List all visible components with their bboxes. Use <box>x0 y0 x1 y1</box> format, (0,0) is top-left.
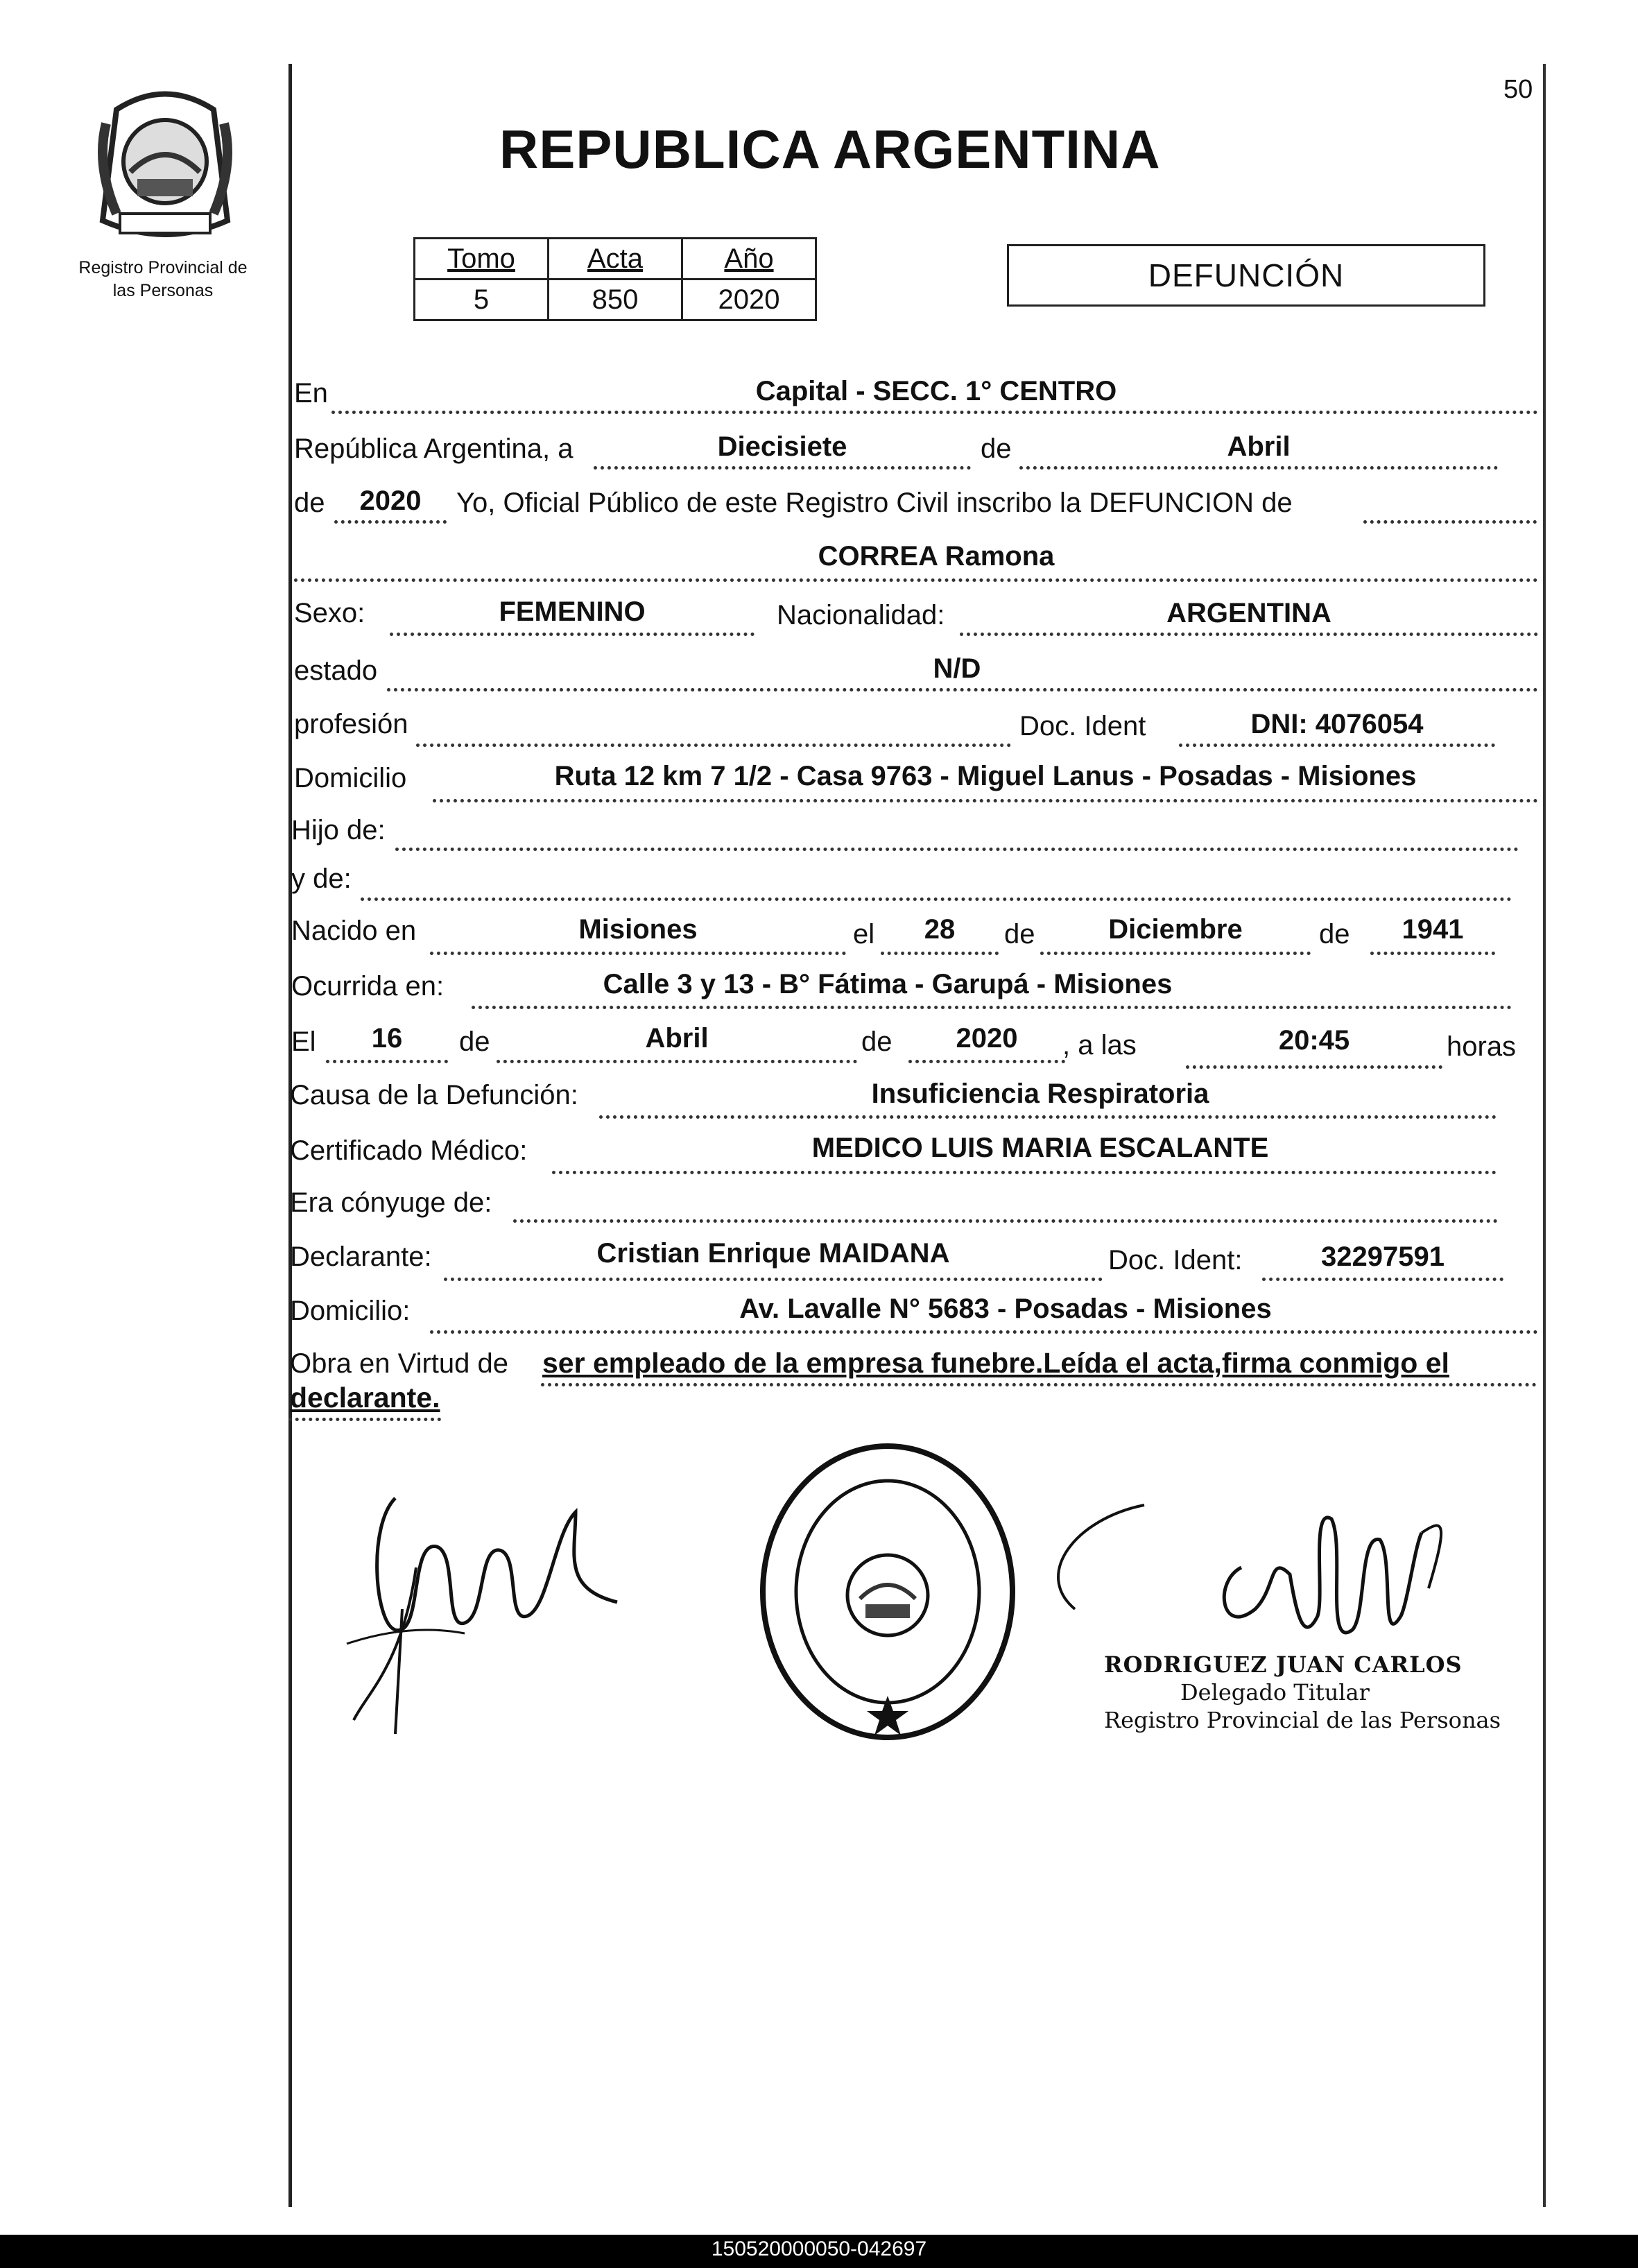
month-line <box>1019 466 1498 470</box>
record-type-box: DEFUNCIÓN <box>1007 244 1485 307</box>
death-year-value: 2020 <box>956 1023 1018 1054</box>
birth-day-value: 28 <box>924 914 956 945</box>
sexo-line <box>390 633 755 636</box>
document-title: REPUBLICA ARGENTINA <box>499 119 1161 180</box>
ocurrida-label: Ocurrida en: <box>291 971 445 1002</box>
domicilio2-line <box>430 1330 1538 1334</box>
obra-label: Obra en Virtud de <box>290 1348 509 1379</box>
registry-label-line2: las Personas <box>112 281 214 300</box>
birth-month-line <box>1040 952 1311 955</box>
de-label-6: de <box>861 1026 893 1057</box>
en-label: En <box>294 378 328 409</box>
sexo-label: Sexo: <box>294 598 365 628</box>
deceased-name-value: CORREA Ramona <box>818 541 1055 572</box>
nacionalidad-value: ARGENTINA <box>1166 598 1331 628</box>
official-office: Registro Provincial de las Personas <box>1104 1707 1501 1733</box>
official-title: Delegado Titular <box>1180 1679 1370 1706</box>
conyuge-label: Era cónyuge de: <box>290 1187 492 1218</box>
domicilio-label: Domicilio <box>294 763 407 793</box>
birth-day-line <box>881 952 999 955</box>
ref-value-acta: 850 <box>549 280 682 320</box>
day-words-line <box>594 466 971 470</box>
province-logo <box>89 82 241 241</box>
declarante-line <box>444 1278 1103 1281</box>
de-label-1: de <box>981 433 1012 464</box>
domicilio2-value: Av. Lavalle N° 5683 - Posadas - Misiones <box>739 1294 1272 1324</box>
birth-year-line <box>1370 952 1495 955</box>
ref-value-anio: 2020 <box>682 280 816 320</box>
deceased-name-line <box>294 578 1538 582</box>
y-de-line <box>361 897 1512 901</box>
official-name: RODRIGUEZ JUAN CARLOS <box>1104 1651 1463 1678</box>
month-value: Abril <box>1227 431 1291 462</box>
registry-label-line1: Registro Provincial de <box>78 258 248 277</box>
official-block <box>1104 1651 1501 1734</box>
death-month-line <box>497 1060 857 1063</box>
hijo-de-label: Hijo de: <box>291 815 386 845</box>
registry-label <box>49 257 277 302</box>
ref-header-tomo: Tomo <box>415 239 549 280</box>
footer-code: 150520000050-042697 <box>711 2237 927 2260</box>
doc-ident-line <box>1179 744 1495 747</box>
doc-ident-value: DNI: 4076054 <box>1250 709 1424 739</box>
obra-line-2 <box>288 1418 441 1421</box>
en-value: Capital - SECC. 1° CENTRO <box>755 376 1117 406</box>
sexo-value: FEMENINO <box>499 596 646 627</box>
profesion-label: profesión <box>294 709 408 739</box>
inscribo-text: Yo, Oficial Público de este Registro Civil inscribo la DEFUNCION de <box>456 488 1293 518</box>
conyuge-line <box>513 1219 1498 1223</box>
certificado-label: Certificado Médico: <box>290 1135 528 1166</box>
profesion-line <box>416 744 1011 747</box>
declarante-doc-line <box>1262 1278 1503 1281</box>
birth-year-value: 1941 <box>1402 914 1464 945</box>
hijo-de-line <box>395 848 1519 851</box>
de-label-2: de <box>294 488 325 518</box>
year-value: 2020 <box>359 486 422 516</box>
nacido-value: Misiones <box>578 914 698 945</box>
declarante-doc-value: 32297591 <box>1321 1242 1445 1272</box>
certificado-line <box>552 1171 1497 1174</box>
page-number: 50 <box>1503 75 1533 104</box>
certificado-value: MEDICO LUIS MARIA ESCALANTE <box>811 1133 1269 1163</box>
obra-value-line2: declarante. <box>290 1382 440 1414</box>
horas-label: horas <box>1447 1031 1517 1062</box>
obra-value-line1: ser empleado de la empresa funebre.Leída el acta,firma conmigo el <box>542 1347 1449 1379</box>
ref-value-tomo: 5 <box>415 280 549 320</box>
right-margin-rule <box>1543 64 1546 2207</box>
death-day-line <box>326 1060 448 1063</box>
day-words-value: Diecisiete <box>717 431 847 462</box>
official-stamp <box>756 1439 1019 1744</box>
declarante-doc-label: Doc. Ident: <box>1108 1245 1243 1275</box>
domicilio-line <box>433 799 1538 802</box>
estado-line <box>387 688 1538 691</box>
ref-header-anio: Año <box>682 239 816 280</box>
declarante-value: Cristian Enrique MAIDANA <box>596 1238 950 1269</box>
de-label-3: de <box>1004 919 1035 950</box>
causa-value: Insuficiencia Respiratoria <box>871 1079 1209 1109</box>
death-month-value: Abril <box>645 1023 709 1054</box>
nacionalidad-label: Nacionalidad: <box>777 600 945 630</box>
domicilio-value: Ruta 12 km 7 1/2 - Casa 9763 - Miguel Lanus - Posadas - Misiones <box>554 761 1417 791</box>
year-line <box>334 520 447 524</box>
death-time-value: 20:45 <box>1278 1025 1350 1056</box>
declarante-label: Declarante: <box>290 1242 432 1272</box>
estado-value: N/D <box>933 653 981 684</box>
ref-header-acta: Acta <box>549 239 682 280</box>
el-label: el <box>853 919 875 950</box>
death-day-value: 16 <box>371 1023 403 1054</box>
inscribo-line <box>1363 520 1537 524</box>
ocurrida-line <box>472 1006 1512 1009</box>
y-de-label: y de: <box>291 864 352 894</box>
el-label-2: El <box>291 1026 316 1057</box>
estado-label: estado <box>294 655 378 686</box>
causa-label: Causa de la Defunción: <box>290 1080 578 1110</box>
doc-ident-label: Doc. Ident <box>1019 711 1146 741</box>
declarant-signature <box>326 1484 624 1748</box>
death-year-line <box>908 1060 1065 1063</box>
domicilio2-label: Domicilio: <box>290 1296 411 1326</box>
reference-table <box>413 237 817 321</box>
en-line <box>331 411 1538 414</box>
birth-month-value: Diciembre <box>1108 914 1243 945</box>
republica-label: República Argentina, a <box>294 433 574 464</box>
a-las-label: , a las <box>1062 1030 1137 1060</box>
de-label-5: de <box>459 1026 490 1057</box>
nacido-label: Nacido en <box>291 916 417 946</box>
causa-line <box>599 1115 1497 1119</box>
death-time-line <box>1186 1065 1442 1069</box>
ocurrida-value: Calle 3 y 13 - B° Fátima - Garupá - Misiones <box>603 969 1173 999</box>
nacido-line <box>430 952 846 955</box>
obra-line-1 <box>541 1383 1537 1386</box>
nacionalidad-line <box>960 633 1538 636</box>
de-label-4: de <box>1319 919 1350 950</box>
